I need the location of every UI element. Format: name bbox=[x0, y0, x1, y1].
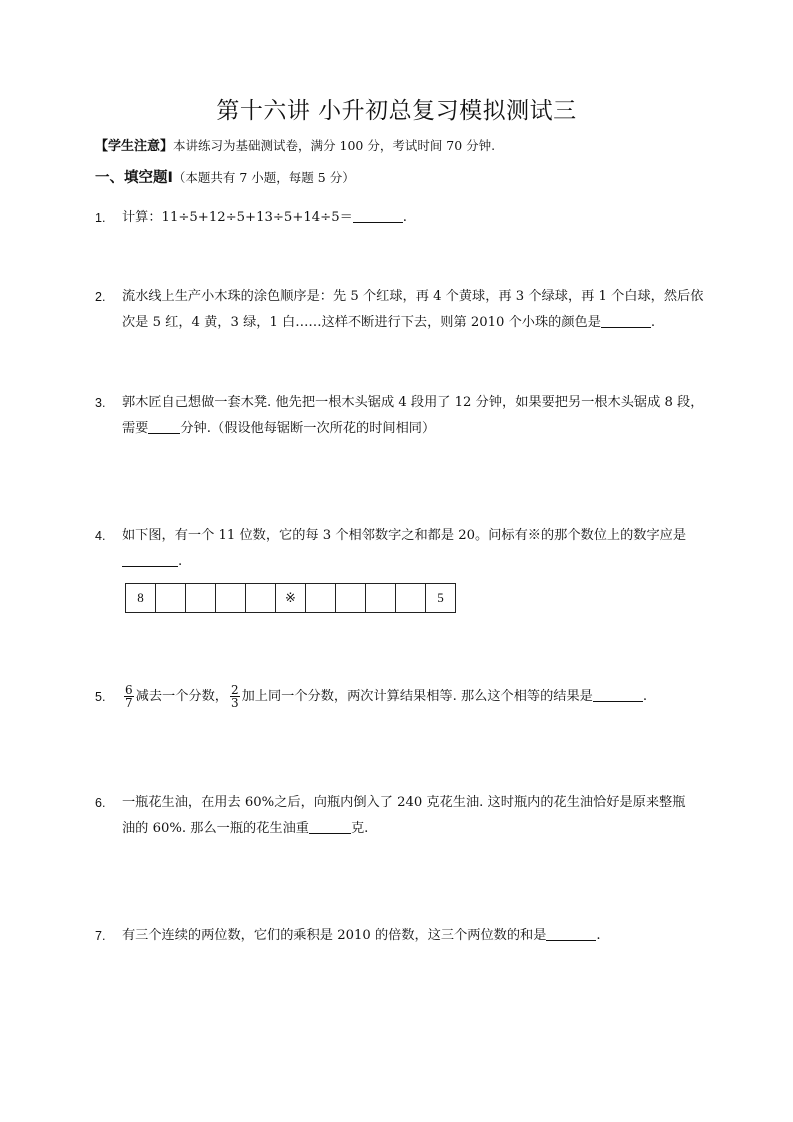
question-number: 1. bbox=[95, 211, 106, 225]
question-3 bbox=[95, 390, 725, 442]
answer-blank[interactable] bbox=[309, 819, 351, 834]
notice-text: 本讲练习为基础测试卷，满分 100 分，考试时间 70 分钟. bbox=[173, 138, 496, 153]
question-text-line2-post: 分钟.（假设他每锯断一次所花的时间相同） bbox=[180, 421, 436, 436]
student-notice bbox=[95, 135, 495, 154]
question-number: 5. bbox=[95, 690, 106, 704]
question-end: . bbox=[642, 689, 648, 704]
question-end: . bbox=[402, 210, 407, 225]
fraction-six-sevenths bbox=[124, 684, 134, 709]
answer-blank[interactable] bbox=[601, 313, 651, 328]
question-end: . bbox=[178, 554, 183, 569]
question-6 bbox=[95, 790, 725, 842]
question-text: 有三个连续的两位数，它们的乘积是 2010 的倍数，这三个两位数的和是 bbox=[122, 928, 547, 943]
digit-cell bbox=[396, 584, 426, 613]
section-note: （本题共有 7 小题，每题 5 分） bbox=[172, 170, 355, 185]
question-text-part1: 减去一个分数， bbox=[135, 689, 228, 704]
digit-cell bbox=[366, 584, 396, 613]
numerator: 6 bbox=[125, 683, 133, 697]
question-text-part2: 加上同一个分数，两次计算结果相等. 那么这个相等的结果是 bbox=[241, 689, 593, 704]
question-1 bbox=[95, 205, 725, 231]
answer-blank[interactable] bbox=[353, 208, 403, 223]
question-text-line2-pre: 油的 60%. 那么一瓶的花生油重 bbox=[122, 821, 309, 836]
answer-blank[interactable] bbox=[593, 687, 643, 702]
question-text-line2-pre: 需要 bbox=[122, 421, 149, 436]
question-text-line1: 郭木匠自己想做一套木凳. 他先把一根木头锯成 4 段用了 12 分钟，如果要把另一根木头锯成 8 段， bbox=[122, 395, 704, 410]
digit-cell bbox=[186, 584, 216, 613]
question-text-line1: 如下图，有一个 11 位数，它的每 3 个相邻数字之和都是 20。问标有※的那个数位上的数字应是 bbox=[122, 528, 687, 543]
denominator: 7 bbox=[125, 696, 133, 710]
question-number: 4. bbox=[95, 529, 106, 543]
question-text: 计算：11÷5+12÷5+13÷5+14÷5＝ bbox=[122, 210, 353, 225]
fraction-two-thirds bbox=[230, 684, 240, 709]
question-end: . bbox=[596, 928, 601, 943]
digit-cell bbox=[336, 584, 366, 613]
question-text-line2-post: 克. bbox=[350, 821, 369, 836]
section-heading bbox=[95, 166, 355, 187]
question-5 bbox=[95, 684, 725, 710]
answer-blank[interactable] bbox=[122, 552, 178, 567]
answer-blank[interactable] bbox=[546, 926, 596, 941]
digit-cell bbox=[156, 584, 186, 613]
question-2 bbox=[95, 284, 725, 336]
digit-cell bbox=[306, 584, 336, 613]
question-end: . bbox=[650, 315, 656, 330]
eleven-digit-grid bbox=[125, 583, 456, 613]
page-title: 第十六讲 小升初总复习模拟测试三 bbox=[216, 98, 577, 124]
question-text-line1: 一瓶花生油，在用去 60%之后，向瓶内倒入了 240 克花生油. 这时瓶内的花生油恰好是原来整瓶 bbox=[122, 795, 686, 810]
question-4 bbox=[95, 523, 725, 575]
denominator: 3 bbox=[230, 696, 239, 710]
question-number: 3. bbox=[95, 396, 106, 410]
section-label: 一、填空题Ⅰ bbox=[95, 170, 173, 186]
digit-cell-marked: ※ bbox=[276, 584, 306, 613]
question-number: 2. bbox=[95, 290, 106, 304]
answer-blank[interactable] bbox=[148, 419, 180, 434]
question-text-line1: 流水线上生产小木珠的涂色顺序是：先 5 个红球，再 4 个黄球，再 3 个绿球，再 1 个白球，然后依 bbox=[122, 289, 704, 304]
question-7 bbox=[95, 923, 725, 949]
digit-cell bbox=[216, 584, 246, 613]
digit-cell bbox=[246, 584, 276, 613]
numerator: 2 bbox=[230, 683, 239, 697]
digit-cell: 5 bbox=[426, 584, 456, 613]
digit-cell: 8 bbox=[126, 584, 156, 613]
notice-label: 【学生注意】 bbox=[95, 139, 174, 154]
question-number: 6. bbox=[95, 796, 106, 810]
question-text-line2: 次是 5 红，4 黄，3 绿，1 白……这样不断进行下去，则第 2010 个小珠的颜色是 bbox=[122, 315, 601, 330]
question-number: 7. bbox=[95, 929, 106, 943]
